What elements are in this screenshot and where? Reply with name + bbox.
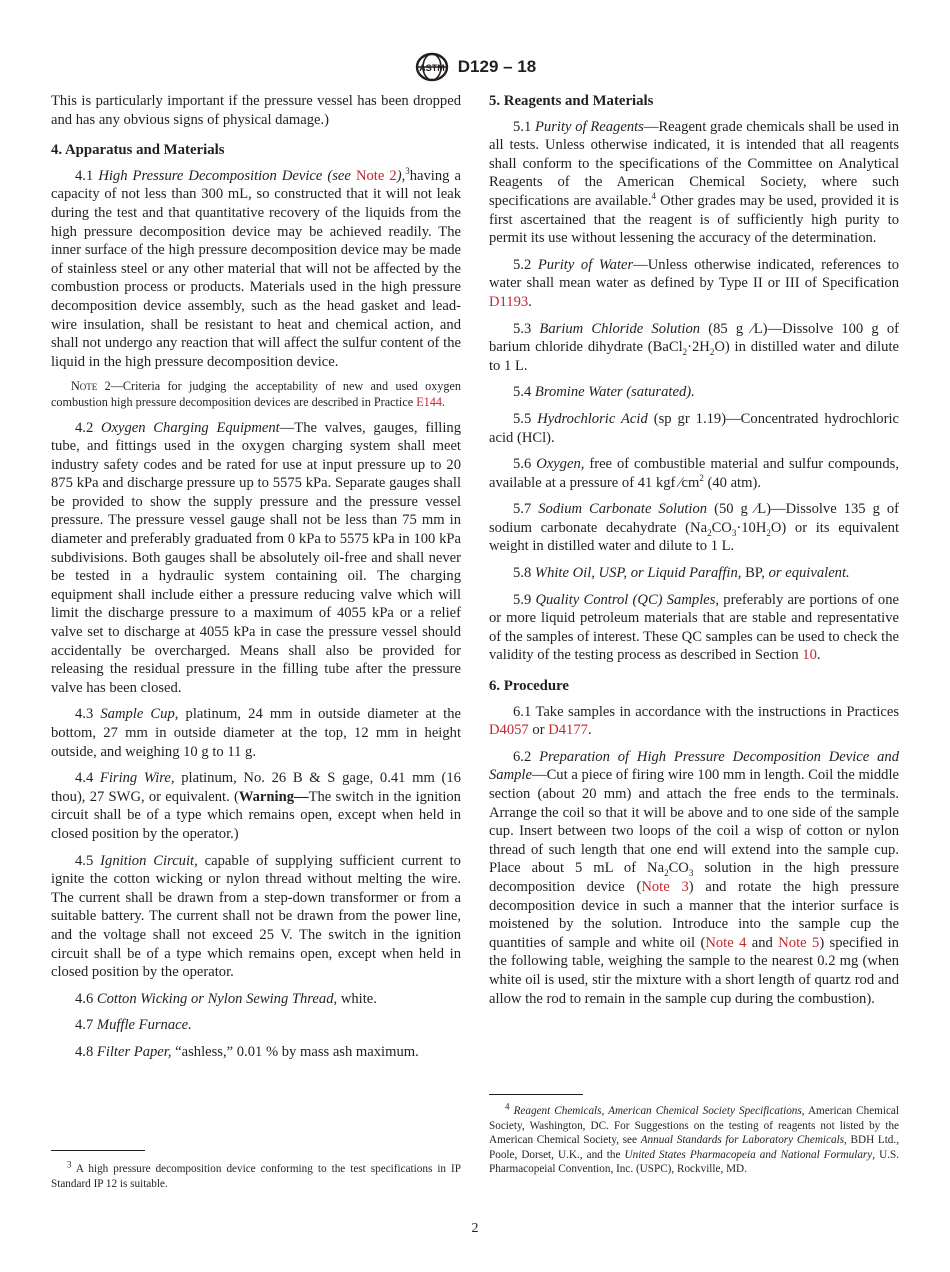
d4057-link[interactable]: D4057 bbox=[489, 722, 529, 739]
page-header bbox=[0, 52, 950, 82]
note-3-link[interactable]: Note 3 bbox=[641, 878, 689, 895]
paragraph-5-3: 5.3 Barium Chloride Solution (85 g ⁄L)—Dissolve 100 g of barium chloride dihydrate $(BaCl_2\cdot 2H_2O)$ in distilled water and dilute to 1 L. bbox=[489, 320, 899, 374]
note-2-link[interactable]: Note 2 bbox=[355, 167, 397, 184]
paragraph-5-9: 5.9 Quality Control (QC) Samples, preferably are portions of one or more liquid petroleum materials that are stable and representative of the samples of interest. These QC samples can be used to check the validity of the testing process as described in Section 10. bbox=[489, 591, 899, 664]
document-id: D129 – 18 bbox=[457, 57, 537, 76]
section-4-heading: 4. Apparatus and Materials bbox=[51, 142, 225, 159]
paragraph-4-5: 4.5 Ignition Circuit, capable of supplying sufficient current to ignite the cotton wicking or nylon thread without melting the wire. The current shall be drawn from a step-down transformer or from a suitable battery. The current shall not be drawn from the power line, and the voltage shall not exceed 25 V. The switch in the ignition circuit shall be of a type which remains open, except when held in closed position by the operator. bbox=[51, 852, 461, 981]
left-column bbox=[51, 92, 461, 1070]
paragraph-5-7: 5.7 Sodium Carbonate Solution (50 g ⁄L)—Dissolve 135 g of sodium carbonate decahydrate $(Na_2CO_3\cdot 10H_2O)$ or its equivalent weight in distilled water and dilute to 1 L. bbox=[489, 501, 900, 555]
paragraph-5-4: 5.4 Bromine Water (saturated). bbox=[513, 384, 695, 401]
note-5-link[interactable]: Note 5 bbox=[778, 934, 820, 951]
d1193-link[interactable]: D1193 bbox=[489, 293, 529, 310]
page-number: 2 bbox=[471, 1221, 479, 1236]
astm-logo-icon bbox=[414, 52, 450, 82]
paragraph-5-6: 5.6 Oxygen, free of combustible material and sulfur compounds, available at a pressure of 41 kgf $⁄cm^2$ (40 atm). bbox=[489, 456, 899, 491]
paragraph-4-2: 4.2 Oxygen Charging Equipment—The valves, gauges, filling tube, and fittings used in the oxygen charging system shall meet industry safety codes and be rated for use at input pressure up to 20 875 kPa and discharge pressure up to 5575 kPa. Separate gauges shall be provided to show the supply pressure and the pressure vessel pressure. The pressure vessel gauge shall not be less than 75 mm in diameter and preferably graduated from 0 kPa to 5575 kPa in 100 kPa subdivisions. Both gauges shall be absolutely oil-free and shall never be tested in a hydraulic system containing oil. The charging equipment shall include either a pressure reducing valve which will limit the discharge pressure to a maximum of 4055 kPa or a relief valve set to discharge at 4055 kPa in case the pressure vessel should accidentally be overcharged. Means shall also be provided for releasing the residual pressure in the filling tube after the pressure valve has been closed. bbox=[51, 419, 461, 696]
footnote-divider-right bbox=[489, 1094, 583, 1095]
paragraph-5-5: 5.5 Hydrochloric Acid (sp gr 1.19)—Concentrated hydrochloric acid (HCl). bbox=[489, 410, 899, 446]
paragraph-5-1: 5.1 Purity of Reagents—Reagent grade chemicals shall be used in all tests. Unless otherwise indicated, it is intended that all reagents shall conform to the specifications of the Committee on Analytical Reagents of the American Chemical Society, where such specifications are available.$^4$ Other grades may be used, provided it is first ascertained that the reagent is of sufficiently high purity to permit its use without lessening the accuracy of the determination. bbox=[489, 118, 899, 247]
svg-text:ASTM: ASTM bbox=[419, 63, 445, 73]
paragraph-6-1: 6.1 Take samples in accordance with the instructions in Practices D4057 or D4177. bbox=[489, 703, 900, 739]
footnote-divider-left bbox=[51, 1150, 145, 1151]
footnote-4: $^4$ Reagent Chemicals, American Chemical Society Specifications, American Chemical Society, Washington, DC. For Suggestions on the testing of reagents not listed by the American Chemical Society, see Annual Standards for Laboratory Chemicals, BDH Ltd., Poole, Dorset, U.K., and the United States Pharmacopeia and National Formulary, U.S. Pharmacopeial Convention, Inc. (USPC), Rockville, MD. bbox=[489, 1101, 900, 1176]
paragraph-5-8: 5.8 White Oil, USP, or Liquid Paraffin, BP, or equivalent. bbox=[513, 565, 850, 582]
paragraph-4-4: 4.4 Firing Wire, platinum, No. 26 B & S gage, 0.41 mm (16 thou), 27 SWG, or equivalent. (Warning—The switch in the ignition circuit shall be of a type which remains open, except when held in closed position by the operator.) bbox=[51, 770, 461, 842]
paragraph-6-2: 6.2 Preparation of High Pressure Decomposition Device and Sample—Cut a piece of firing wire 100 mm in length. Coil the middle section (about 20 mm) and attach the free ends to the terminals. Arrange the coil so that it will be above and to one side of the sample cup. Insert between two loops of the coil a wisp of cotton or nylon thread of such length that one end will extend into the sample cup. Place about 5 mL of $Na_2CO_3$ solution in the high pressure decomposition device (Note 3) and rotate the high pressure decomposition device in such a manner that the interior surface is moistened by the solution. Introduce into the sample cup the quantities of sample and white oil (Note 4 and Note 5) specified in the following table, weighing the sample to the nearest 0.2 mg (when white oil is used, stir the mixture with a short length of quartz rod and allow the rod to remain in the sample cup during the combustion). bbox=[489, 748, 899, 1007]
e144-link[interactable]: E144 bbox=[416, 394, 442, 409]
paragraph-5-2: 5.2 Purity of Water—Unless otherwise indicated, references to water shall mean water as defined by Type II or III of Specification D1193. bbox=[489, 256, 899, 310]
section-5-heading: 5. Reagents and Materials bbox=[489, 93, 654, 109]
note-2: Note 2—Criteria for judging the acceptability of new and used oxygen combustion high pressure decomposition devices are described in Practice E144. bbox=[51, 379, 461, 409]
footnote-3: $^3$ A high pressure decomposition device conforming to the test specifications in IP Standard IP 12 is suitable. bbox=[51, 1159, 461, 1190]
paragraph-4-8: 4.8 Filter Paper, “ashless,” 0.01 % by mass ash maximum. bbox=[75, 1043, 419, 1060]
paragraph-4-1: 4.1 High Pressure Decomposition Device (see Note 2),$^3$having a capacity of not less than 300 mL, so constructed that it will not leak during the test and that quantitative recovery of the liquids from the high pressure decomposition device may be achieved readily. The inner surface of the high pressure decomposition device may be made of stainless steel or any other material that will not be affected by the combustion process or products. Materials used in the high pressure decomposition device assembly, such as the head gasket and lead-wire insulation, shall be resistant to heat and chemical action, and shall not undergo any reaction that will affect the sulfur content of the liquid in the high pressure decomposition device. bbox=[51, 165, 461, 370]
paragraph-4-3: 4.3 Sample Cup, platinum, 24 mm in outside diameter at the bottom, 27 mm in outside diameter at the top, 12 mm in height outside, and weighing 10 g to 11 g. bbox=[51, 706, 461, 760]
paragraph-4-7: 4.7 Muffle Furnace. bbox=[75, 1017, 192, 1034]
intro-paragraph: This is particularly important if the pressure vessel has been dropped and has any obvious signs of physical damage.) bbox=[51, 93, 461, 128]
note-4-link[interactable]: Note 4 bbox=[705, 934, 747, 951]
d4177-link[interactable]: D4177 bbox=[548, 722, 588, 739]
right-column bbox=[489, 92, 899, 1016]
section-6-heading: 6. Procedure bbox=[489, 678, 569, 695]
paragraph-4-6: 4.6 Cotton Wicking or Nylon Sewing Thread, white. bbox=[75, 990, 377, 1007]
section-10-link[interactable]: 10 bbox=[802, 647, 817, 664]
